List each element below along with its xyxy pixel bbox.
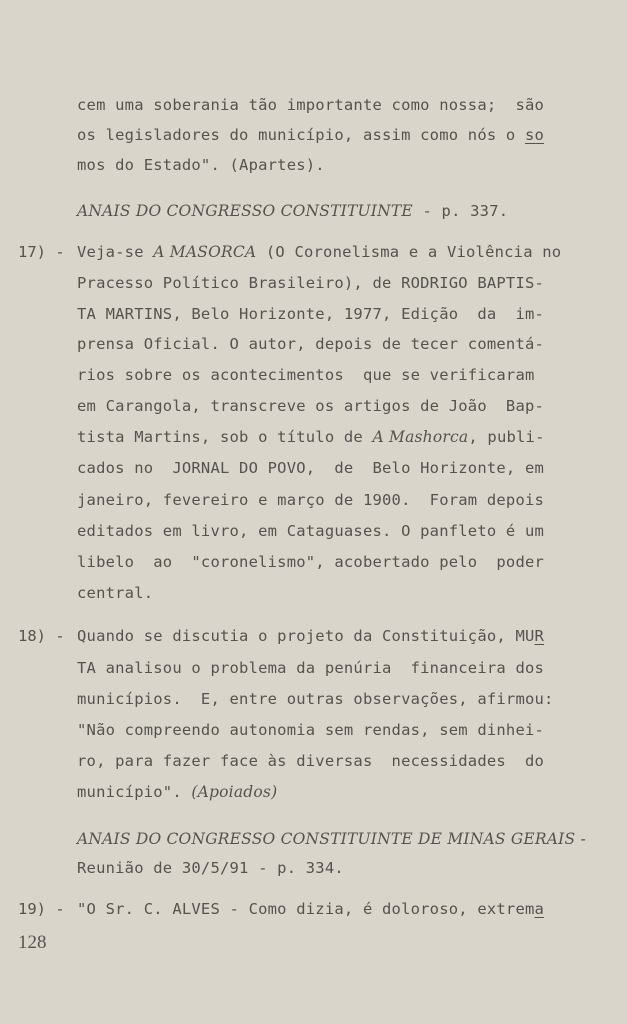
text-line: cem uma soberania tão importante como nossa; são [77,96,545,114]
text-line: Pracesso Político Brasileiro), de RODRIGO BAPTIS- [77,274,545,292]
text-line: TA MARTINS, Belo Horizonte, 1977, Edição da im- [77,305,545,323]
text-line: editados em livro, em Cataguases. O panfleto é um [77,522,545,540]
text-line [77,899,544,919]
text-line [77,427,545,447]
italic-segment: (Apoiados) [191,783,278,801]
citation-page: - p. 337. [412,202,509,220]
text-line: em Carangola, transcreve os artigos de João Bap- [77,397,545,415]
underlined-segment: so [525,126,545,144]
text-segment: Veja-se [77,243,154,261]
citation-title: ANAIS DO CONGRESSO CONSTITUINTE DE MINAS GERAIS - [77,830,586,848]
text-line [77,242,561,262]
text-line [77,125,544,145]
book-title: A MASORCA [153,243,257,261]
text-line [77,626,544,646]
text-line: municípios. E, entre outras observações, afirmou: [77,690,554,708]
underlined-segment: R [534,627,545,645]
book-title: A Mashorca [372,428,469,446]
text-line: ro, para fazer face às diversas necessidades do [77,752,545,770]
text-line: "Não compreendo autonomia sem rendas, sem dinhei- [77,721,545,739]
text-line: central. [77,584,154,602]
text-line: TA analisou o problema da penúria financeira dos [77,659,545,677]
text-line: prensa Oficial. O autor, depois de tecer comentá- [77,335,545,353]
text-line: janeiro, fevereiro e março de 1900. Foram depois [77,491,545,509]
text-line: libelo ao "coronelismo", acobertado pelo poder [77,553,545,571]
note-number: 17) - [18,243,65,261]
note-number: 18) - [18,627,65,645]
text-line: rios sobre os acontecimentos que se verificaram [77,366,535,384]
text-segment: os legisladores do município, assim como nós o [77,126,525,144]
text-segment: "O Sr. C. ALVES - Como dizia, é doloroso, extrem [77,900,535,918]
page-number: 128 [18,932,47,953]
text-segment: , publi- [468,428,545,446]
text-line: cados no JORNAL DO POVO, de Belo Horizonte, em [77,459,545,477]
text-segment: Quando se discutia o projeto da Constituição, MU [77,627,535,645]
citation [77,201,508,221]
underlined-segment: a [534,900,545,918]
text-segment: município". [77,783,192,801]
text-segment: tista Martins, sob o título de [77,428,373,446]
note-number: 19) - [18,900,65,918]
citation-title: ANAIS DO CONGRESSO CONSTITUINTE [77,202,413,220]
text-line [77,782,277,802]
citation-page: Reunião de 30/5/91 - p. 334. [77,859,344,877]
text-segment: (O Coronelisma e a Violência no [256,243,562,261]
text-line: mos do Estado". (Apartes). [77,156,325,174]
